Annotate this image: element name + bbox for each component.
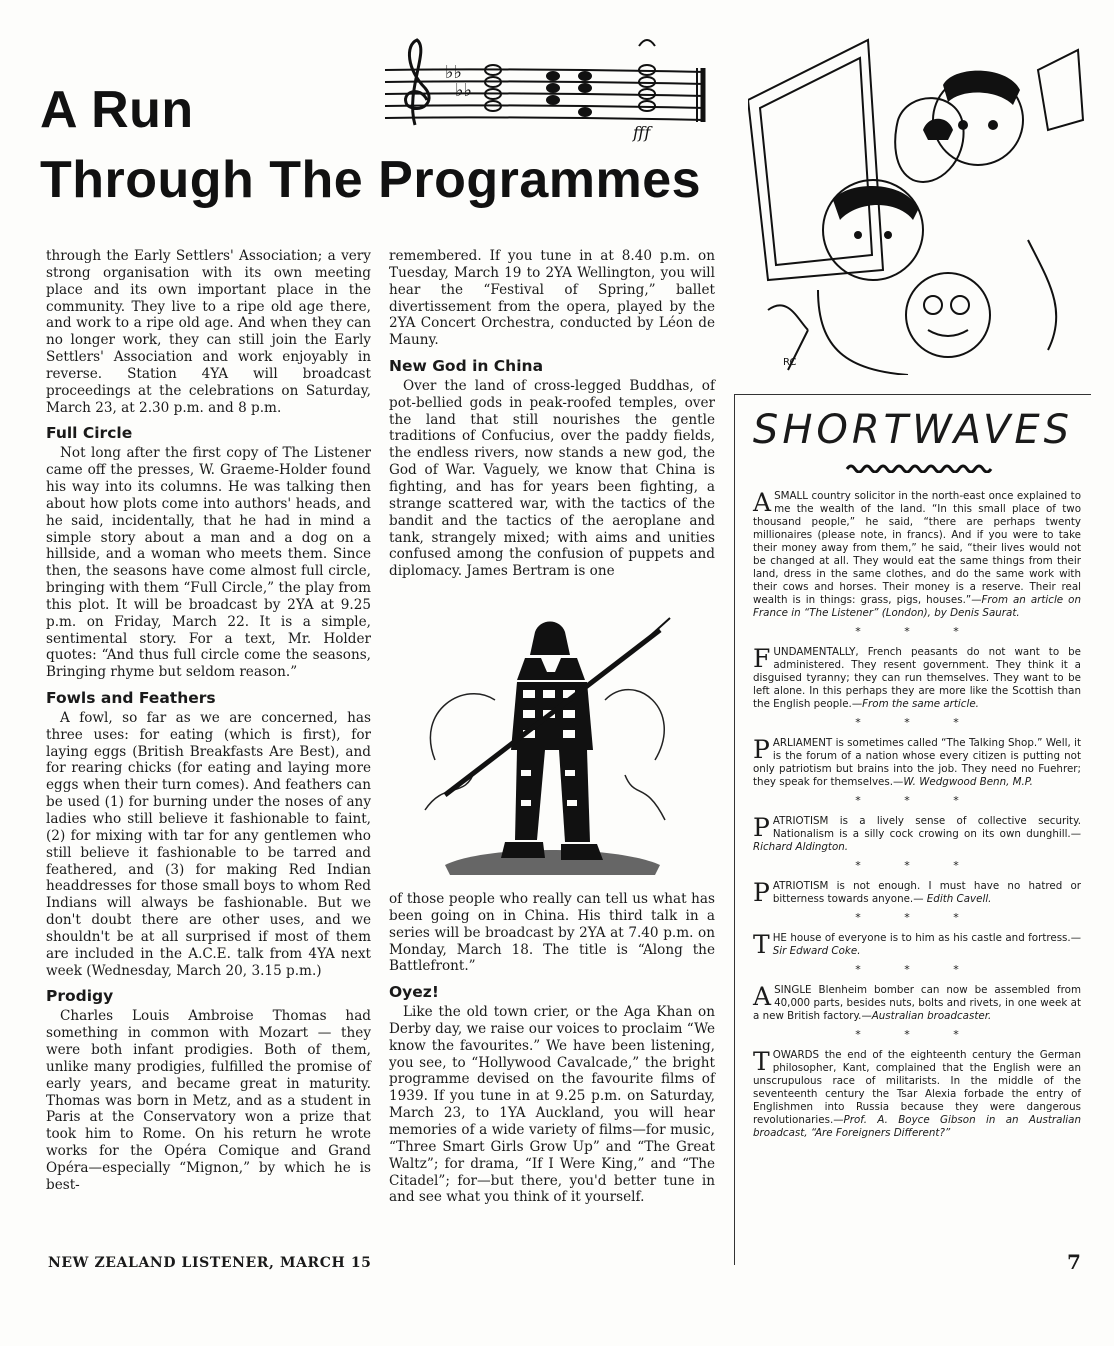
star-separator: * * * xyxy=(855,794,979,807)
headline-line1: A Run xyxy=(40,81,194,139)
column-2-continued xyxy=(389,891,715,1206)
shortwave-text: SMALL country solicitor in the north-east once explained to me the wealth of the land. “In this small place of two thousand people,” he said, “there are perhaps twenty millionaires (please note, in francs). And if you were to take their money away from them,” he said, “their lives would not be changed at all. They would eat the same things from their land, dress in the same clothes, and do the same work with their cows and horses. Their money is a reserve. Their real wealth is in things: grass, pigs, houses.” xyxy=(753,490,1081,606)
cartoon-signature: RC xyxy=(783,357,797,368)
col2-intro: remembered. If you tune in at 8.40 p.m. on Tuesday, March 19 to 2YA Wellington, you will hear the “Festival of Spring,” ballet divertissement from the opera, played by the 2YA Concert Orchestra, conducted by Léon de Mauny. xyxy=(389,248,715,349)
shortwave-source: —From an article on France in “The Listener” (London), by Denis Saurat. xyxy=(753,594,1081,619)
fowls-text: A fowl, so far as we are concerned, has three uses: for eating (which is first), for laying eggs (British Breakfasts Are Best), and for rearing chicks (for eating and laying more eggs when their turn comes). And feathers can be used (1) for burning under the noses of any ladies who still believe it fashionable to faint, (2) for mixing with tar for any gentlemen who still believe it fashionable to be tarred and feathered, and (3) for making Red Indian headdresses for those small boys to whom Red Indians will always be fashionable. But we don't doubt there are other uses, and we shouldn't be at all surprised if most of them are included in the A.C.E. talk from 4YA next week (Wednesday, March 20, 3.15 p.m.) xyxy=(46,709,371,979)
shortwaves-items xyxy=(753,490,1081,1140)
drop-initial: P xyxy=(753,878,770,907)
footer-publication: NEW ZEALAND LISTENER, MARCH 15 xyxy=(48,1255,372,1271)
shortwave-item xyxy=(753,1049,1081,1140)
radio-personalities-cartoon xyxy=(748,30,1088,375)
drop-initial: P xyxy=(753,735,770,764)
shortwave-text: SINGLE Blenheim bomber can now be assembled from 40,000 parts, besides nuts, bolts and rivets, in one week at a new British factory. xyxy=(753,984,1081,1022)
shortwave-text: OWARDS the end of the eighteenth century the German philosopher, Kant, complained that the English were an unscrupulous race of militarists. In the middle of the seventeenth century the Tsar Alexia forbade the entry of Englishmen into Russia because they were dangerous revolutionaries. xyxy=(753,1049,1081,1126)
shortwave-source: —Richard Aldington. xyxy=(753,828,1081,853)
shortwave-item xyxy=(753,880,1081,906)
shortwave-source: —From the same article. xyxy=(851,698,979,710)
shortwave-text: HE house of everyone is to him as his castle and fortress. xyxy=(772,932,1071,944)
star-separator: * * * xyxy=(855,716,979,729)
shortwave-text: UNDAMENTALLY, French peasants do not want to be administered. They resent government. They think it a disguised tyranny; they can run themselves. They want to be left alone. In this perhaps they are more like the Scottish than the English people. xyxy=(753,646,1081,710)
shortwave-source: —W. Wedgwood Benn, M.P. xyxy=(893,776,1033,788)
svg-text:♭♭: ♭♭ xyxy=(455,80,472,101)
star-separator: * * * xyxy=(855,1028,979,1041)
shortwave-item xyxy=(753,815,1081,854)
china-text: Over the land of cross-legged Buddhas, of pot-bellied gods in peak-roofed temples, over the land that still nourishes the gentle traditions of Confucius, over the paddy fields, the endless rivers, now stands a new god, the God of War. Vaguely, we know that China is fighting, and has for years been fighting, a strange scattered war, with the tactics of the bandit and the tactics of the aeroplane and tank, strangely mixed; with aims and unities confused among the confusion of puppets and diplomacy. James Bertram is one xyxy=(389,377,715,580)
wavy-divider-icon xyxy=(845,463,995,473)
star-separator: * * * xyxy=(855,911,979,924)
full-circle-text: Not long after the first copy of The Listener came off the presses, W. Graeme-Holder found his way into its columns. He was talking then about how plots come into authors' heads, and he said, incidentally, that he had in mind a simple story about a man and a dog on a hillside, and a woman who meets them. Since then, the seasons have come almost full circle, bringing with them “Full Circle,” the play from this plot. It will be broadcast by 2YA at 9.25 p.m. on Friday, March 22. It is a simple, sentimental story. For a text, Mr. Holder quotes: “And thus full circle come the seasons, Bringing rhyme but seldom reason.” xyxy=(46,445,371,681)
musical-staff-icon xyxy=(375,30,710,145)
drop-initial: T xyxy=(753,1047,770,1076)
col1-intro: through the Early Settlers' Association; a very strong organisation with its own meeting place and its own important place in the community. They live to a ripe old age there, and work to a ripe old age. And when they can no longer work, they can still join the Early Settlers' Association and work enjoyably in reverse. Station 4YA will broadcast proceedings at the celebrations on Saturday, March 23, at 2.30 p.m. and 8 p.m. xyxy=(46,248,371,416)
star-separator: * * * xyxy=(855,859,979,872)
shortwaves-title: SHORTWAVES xyxy=(752,407,1074,453)
china-continued: of those people who really can tell us what has been going on in China. His third talk in a series will be broadcast by 2YA at 7.40 p.m. on Monday, March 18. The title is “Along the Battlefront.” xyxy=(389,891,715,975)
drop-initial: P xyxy=(753,813,770,842)
column-1 xyxy=(46,248,371,1194)
page-number: 7 xyxy=(1067,1250,1081,1274)
shortwave-text: ATRIOTISM is not enough. I must have no hatred or bitterness towards anyone. xyxy=(772,880,1081,905)
china-heading: New God in China xyxy=(389,357,544,376)
oyez-heading: Oyez! xyxy=(389,983,439,1002)
shortwave-item xyxy=(753,932,1081,958)
oyez-text: Like the old town crier, or the Aga Khan on Derby day, we raise our voices to proclaim “We know the favourites.” We have been listening, you see, to “Hollywood Cavalcade,” the bright programme devised on the favourite films of 1939. If you tune in at 9.25 p.m. on Saturday, March 23, to 1YA Auckland, you will hear memories of a wide variety of films—for music, “Three Smart Girls Grow Up” and “The Great Waltz”; for drama, “If I Were King,” and “The Citadel”; for—but there, you'd better tune in and see what you think of it yourself. xyxy=(389,1004,715,1206)
shortwave-item xyxy=(753,984,1081,1023)
fowls-heading: Fowls and Feathers xyxy=(46,689,216,708)
drop-initial: A xyxy=(753,488,772,517)
drop-initial: T xyxy=(753,930,770,959)
column-2 xyxy=(389,248,715,580)
prodigy-heading: Prodigy xyxy=(46,987,114,1006)
shortwave-source: —Prof. A. Boyce Gibson in an Australian broadcast, “Are Foreigners Different?” xyxy=(753,1114,1081,1139)
full-circle-heading: Full Circle xyxy=(46,424,133,443)
star-separator: * * * xyxy=(855,963,979,976)
shortwave-item xyxy=(753,490,1081,620)
armoured-warrior-drawing xyxy=(405,610,695,880)
drop-initial: F xyxy=(753,644,771,673)
headline-line2: Through The Programmes xyxy=(40,151,702,209)
shortwave-item xyxy=(753,737,1081,789)
shortwave-source: — Edith Cavell. xyxy=(913,893,992,905)
prodigy-text: Charles Louis Ambroise Thomas had something in common with Mozart — they were both infant prodigies. Both of them, unlike many prodigies, fulfilled the promise of early years, and became great in maturity. Thomas was born in Metz, and as a student in Paris at the Conservatory won a prize that took him to Rome. On his return he wrote works for the Opéra Comique and Grand Opéra—especially “Mignon,” by which he is best- xyxy=(46,1008,371,1193)
shortwave-source: —Australian broadcaster. xyxy=(861,1010,992,1022)
star-separator: * * * xyxy=(855,625,979,638)
shortwave-text: ARLIAMENT is sometimes called “The Talking Shop.” Well, it is the forum of a nation whose every citizen is putting not only patriotism but brains into the job. They need no Fuehrer; they speak for themselves. xyxy=(753,737,1081,788)
shortwaves-box xyxy=(734,394,1091,1265)
svg-text:fff: fff xyxy=(633,123,651,142)
shortwave-text: ATRIOTISM is a lively sense of collective security. Nationalism is a silly cock crowing on its own dunghill. xyxy=(772,815,1081,840)
shortwave-item xyxy=(753,646,1081,711)
shortwave-source: —Sir Edward Coke. xyxy=(772,932,1081,957)
drop-initial: A xyxy=(753,982,772,1011)
svg-text:♭♭: ♭♭ xyxy=(445,62,462,83)
